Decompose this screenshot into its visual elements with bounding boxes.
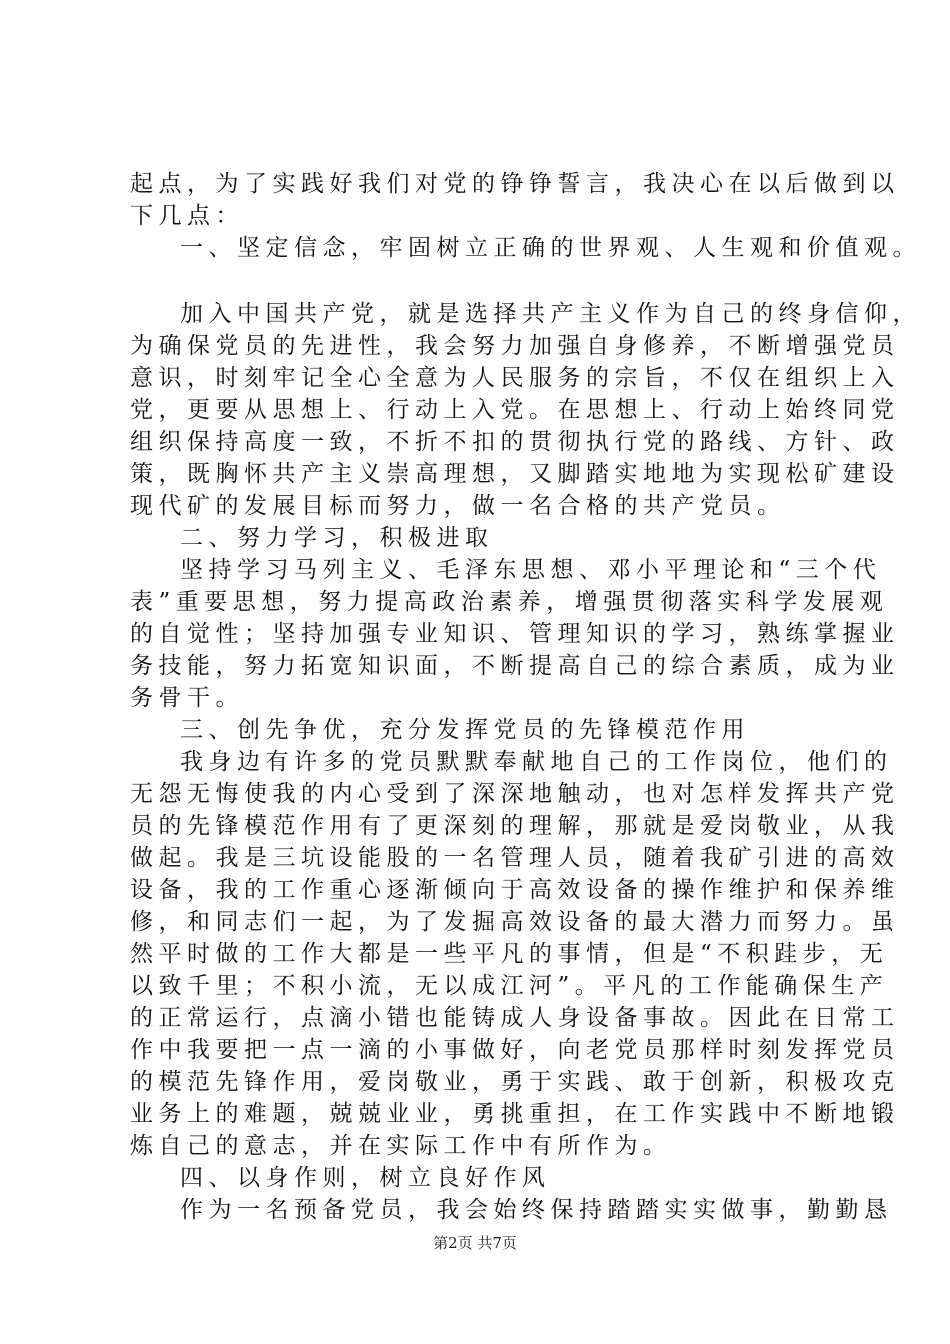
text-line: 的自觉性；坚持加强专业知识、管理知识的学习，熟练掌握业 bbox=[130, 621, 900, 647]
section-heading: 一、坚定信念，牢固树立正确的世界观、人生观和价值观。 bbox=[180, 235, 921, 261]
document-body bbox=[130, 168, 921, 1226]
text-line: 炼自己的意志，并在实际工作中有所作为。 bbox=[130, 1133, 672, 1159]
text-line: 的正常运行，点滴小错也能铸成人身设备事故。因此在日常工 bbox=[130, 1005, 900, 1031]
text-line: 务骨干。 bbox=[130, 685, 244, 711]
text-line: 策，既胸怀共产主义崇高理想，又脚踏实地地为实现松矿建设 bbox=[130, 461, 900, 487]
text-line: 组织保持高度一致，不折不扣的贯彻执行党的路线、方针、政 bbox=[130, 429, 900, 455]
text-line: 表”重要思想，努力提高政治素养，增强贯彻落实科学发展观 bbox=[130, 589, 889, 615]
text-line: 然平时做的工作大都是一些平凡的事情，但是“不积跬步，无 bbox=[130, 941, 889, 967]
section-heading: 四、以身作则，树立良好作风 bbox=[180, 1165, 551, 1191]
section-heading: 三、创先争优，充分发挥党员的先锋模范作用 bbox=[180, 717, 750, 743]
page-footer: 第2页 共7页 bbox=[433, 1234, 517, 1252]
text-line: 修，和同志们一起，为了发掘高效设备的最大潜力而努力。虽 bbox=[130, 909, 900, 935]
text-line: 党，更要从思想上、行动上入党。在思想上、行动上始终同党 bbox=[130, 397, 900, 423]
text-line: 设备，我的工作重心逐渐倾向于高效设备的操作维护和保养维 bbox=[130, 877, 900, 903]
text-line: 务技能，努力拓宽知识面，不断提高自己的综合素质，成为业 bbox=[130, 653, 900, 679]
text-line: 下几点： bbox=[130, 203, 244, 229]
text-line: 无怨无悔使我的内心受到了深深地触动，也对怎样发挥共产党 bbox=[130, 781, 900, 807]
text-line: 的模范先锋作用，爱岗敬业，勇于实践、敢于创新，积极攻克 bbox=[130, 1069, 900, 1095]
text-line: 意识，时刻牢记全心全意为人民服务的宗旨，不仅在组织上入 bbox=[130, 365, 900, 391]
section-heading: 二、努力学习，积极进取 bbox=[180, 525, 494, 551]
text-line: 员的先锋模范作用有了更深刻的理解，那就是爱岗敬业，从我 bbox=[130, 813, 900, 839]
text-line: 作为一名预备党员，我会始终保持踏踏实实做事，勤勤恳 bbox=[180, 1197, 893, 1223]
text-line: 起点，为了实践好我们对党的铮铮誓言，我决心在以后做到以 bbox=[130, 171, 900, 197]
text-line: 加入中国共产党，就是选择共产主义作为自己的终身信仰， bbox=[180, 301, 921, 327]
text-line: 为确保党员的先进性，我会努力加强自身修养，不断增强党员 bbox=[130, 333, 900, 359]
text-line: 以致千里；不积小流，无以成江河”。平凡的工作能确保生产 bbox=[130, 973, 889, 999]
text-line: 作中我要把一点一滴的小事做好，向老党员那样时刻发挥党员 bbox=[130, 1037, 900, 1063]
text-line: 现代矿的发展目标而努力，做一名合格的共产党员。 bbox=[130, 493, 786, 519]
text-line: 业务上的难题，兢兢业业，勇挑重担，在工作实践中不断地锻 bbox=[130, 1101, 900, 1127]
text-line: 做起。我是三坑设能股的一名管理人员，随着我矿引进的高效 bbox=[130, 845, 900, 871]
text-line: 我身边有许多的党员默默奉献地自己的工作岗位，他们的 bbox=[180, 749, 893, 775]
paragraph-gap bbox=[130, 264, 830, 298]
text-line: 坚持学习马列主义、毛泽东思想、邓小平理论和“三个代 bbox=[180, 557, 882, 583]
